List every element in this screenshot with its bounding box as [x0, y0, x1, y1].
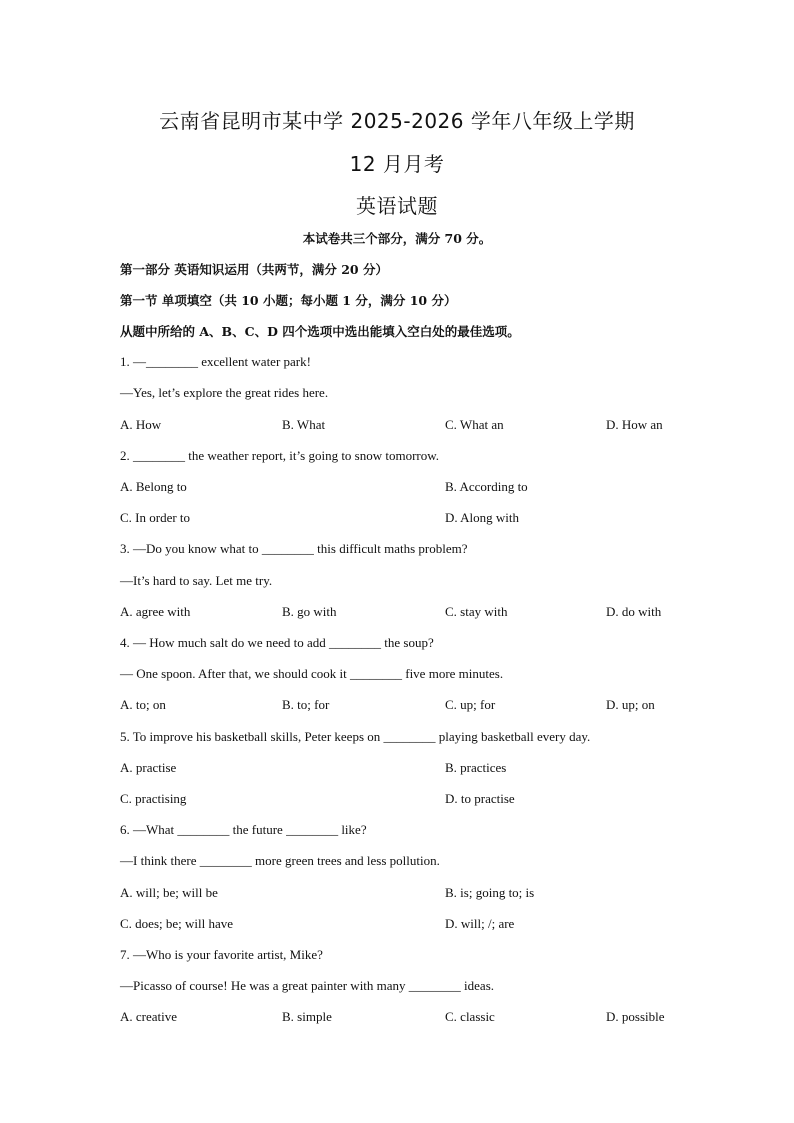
q3-option-b: B. go with [282, 604, 337, 619]
q7-option-b: B. simple [282, 1009, 332, 1024]
question-4-stem: 4. — How much salt do we need to add ________ the soup? [120, 635, 434, 650]
q1-option-c: C. What an [445, 417, 504, 432]
q6-option-b: B. is; going to; is [445, 885, 535, 900]
question-4-reply: — One spoon. After that, we should cook it ________ five more minutes. [120, 666, 504, 681]
q7-option-c: C. classic [445, 1009, 495, 1024]
exam-title-subject: 英语试题 [356, 194, 438, 218]
question-1-reply: —Yes, let’s explore the great rides here. [120, 385, 329, 400]
question-3-stem: 3. —Do you know what to ________ this difficult maths problem? [120, 541, 468, 556]
part-one-heading: 第一部分 英语知识运用（共两节，满分 20 分） [120, 262, 388, 277]
q7-option-d: D. possible [606, 1009, 665, 1024]
exam-title-month: 12 月月考 [349, 152, 445, 176]
question-3-reply: —It’s hard to say. Let me try. [120, 573, 273, 588]
total-score-note: 本试卷共三个部分，满分 70 分。 [302, 231, 492, 246]
question-7-stem: 7. —Who is your favorite artist, Mike? [120, 947, 323, 962]
question-6-stem: 6. —What ________ the future ________ like? [120, 822, 367, 837]
q5-option-b: B. practices [445, 760, 507, 775]
q5-option-a: A. practise [120, 760, 177, 775]
q3-option-a: A. agree with [120, 604, 191, 619]
q1-option-b: B. What [282, 417, 326, 432]
q4-option-c: C. up; for [445, 697, 496, 712]
q1-option-d: D. How an [606, 417, 663, 432]
q2-option-d: D. Along with [445, 510, 520, 525]
question-1-stem: 1. —________ excellent water park! [120, 354, 311, 369]
q4-option-a: A. to; on [120, 697, 166, 712]
q1-option-a: A. How [120, 417, 162, 432]
q3-option-c: C. stay with [445, 604, 508, 619]
question-7-reply: —Picasso of course! He was a great painter with many ________ ideas. [120, 978, 495, 993]
q2-option-a: A. Belong to [120, 479, 187, 494]
instruction-text: 从题中所给的 A、B、C、D 四个选项中选出能填入空白处的最佳选项。 [120, 324, 520, 339]
q2-option-b: B. According to [445, 479, 528, 494]
q5-option-d: D. to practise [445, 791, 515, 806]
q7-option-a: A. creative [120, 1009, 178, 1024]
question-5-stem: 5. To improve his basketball skills, Peter keeps on ________ playing basketball every day. [120, 729, 591, 744]
exam-title-school: 云南省昆明市某中学 2025-2026 学年八年级上学期 [159, 109, 635, 133]
q2-option-c: C. In order to [120, 510, 191, 525]
question-6-reply: —I think there ________ more green trees and less pollution. [120, 853, 440, 868]
q6-option-a: A. will; be; will be [120, 885, 218, 900]
q6-option-c: C. does; be; will have [120, 916, 234, 931]
q4-option-b: B. to; for [282, 697, 330, 712]
q4-option-d: D. up; on [606, 697, 655, 712]
q3-option-d: D. do with [606, 604, 662, 619]
section-one-heading: 第一节 单项填空（共 10 小题；每小题 1 分，满分 10 分） [120, 293, 457, 308]
q6-option-d: D. will; /; are [445, 916, 515, 931]
q5-option-c: C. practising [120, 791, 187, 806]
question-2-stem: 2. ________ the weather report, it’s going to snow tomorrow. [120, 448, 440, 463]
